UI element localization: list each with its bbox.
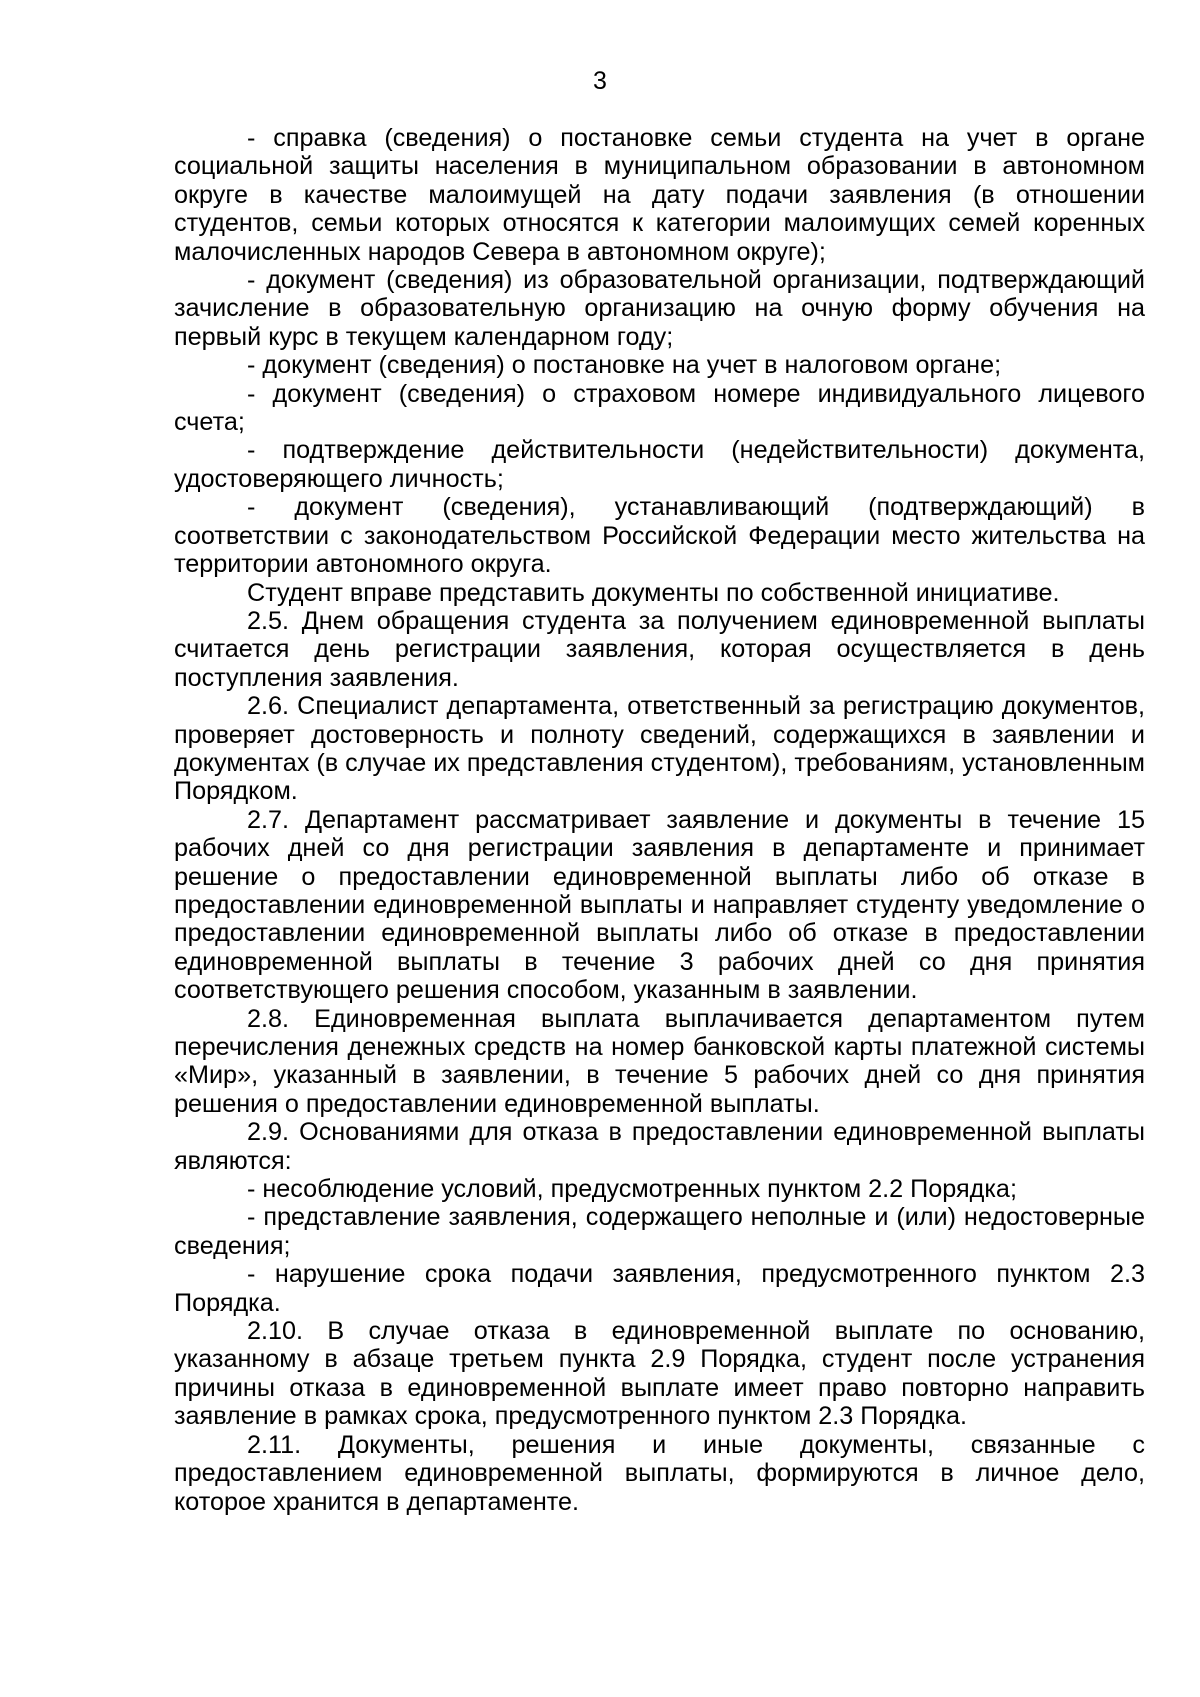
paragraph-2-9: 2.9. Основаниями для отказа в предоставлении единовременной выплаты являются: [174, 1118, 1145, 1175]
document-body [174, 124, 1145, 1516]
page-number: 3 [593, 67, 607, 95]
paragraph-refusal-3: - нарушение срока подачи заявления, предусмотренного пунктом 2.3 Порядка. [174, 1260, 1145, 1317]
paragraph-2-7: 2.7. Департамент рассматривает заявление и документы в течение 15 рабочих дней со дня регистрации заявления в департаменте и принимает решение о предоставлении единовременной выплаты либо об отказе в предоставлении единовременной выплаты и направляет студенту уведомление о предоставлении единовременной выплаты либо об отказе в предоставлении единовременной выплаты в течение 3 рабочих дней со дня принятия соответствующего решения способом, указанным в заявлении. [174, 805, 1145, 1005]
paragraph-initiative: Студент вправе представить документы по собственной инициативе. [247, 578, 1060, 607]
paragraph-2-11: 2.11. Документы, решения и иные документы, связанные с предоставлением единовременной выплаты, формируются в личное дело, которое хранится в департаменте. [174, 1430, 1145, 1516]
paragraph-refusal-2: - представление заявления, содержащего неполные и (или) недостоверные сведения; [174, 1203, 1145, 1260]
paragraph-item-list-2: - документ (сведения) из образовательной организации, подтверждающий зачисление в образовательную организацию на очную форму обучения на первый курс в текущем календарном году; [174, 266, 1145, 351]
paragraph-2-5: 2.5. Днем обращения студента за получением единовременной выплаты считается день регистрации заявления, которая осуществляется в день поступления заявления. [174, 606, 1145, 692]
paragraph-2-10: 2.10. В случае отказа в единовременной выплате по основанию, указанному в абзаце третьем пункта 2.9 Порядка, студент после устранения причины отказа в единовременной выплате имеет право повторно направить заявление в рамках срока, предусмотренного пунктом 2.3 Порядка. [174, 1317, 1145, 1431]
paragraph-2-8: 2.8. Единовременная выплата выплачивается департаментом путем перечисления денежных средств на номер банковской карты платежной системы «Мир», указанный в заявлении, в течение 5 рабочих дней со дня принятия решения о предоставлении единовременной выплаты. [174, 1004, 1145, 1118]
paragraph-2-6: 2.6. Специалист департамента, ответственный за регистрацию документов, проверяет достоверность и полноту сведений, содержащихся в заявлении и документах (в случае их представления студентом), требованиям, установленным Порядком. [174, 692, 1145, 806]
paragraph-item-list-3: - документ (сведения) о постановке на учет в налоговом органе; [247, 351, 1002, 380]
paragraph-item-list-4: - документ (сведения) о страховом номере индивидуального лицевого счета; [174, 379, 1145, 437]
paragraph-item-list-5: - подтверждение действительности (недействительности) документа, удостоверяющего личность; [174, 436, 1145, 493]
paragraph-item-list-1: - справка (сведения) о постановке семьи студента на учет в органе социальной защиты населения в муниципальном образовании в автономном округе в качестве малоимущей на дату подачи заявления (в отношении студентов, семьи которых относятся к категории малоимущих семей коренных малочисленных народов Севера в автономном округе); [174, 124, 1145, 266]
paragraph-refusal-1: - несоблюдение условий, предусмотренных пунктом 2.2 Порядка; [247, 1175, 1017, 1204]
paragraph-item-list-6: - документ (сведения), устанавливающий (подтверждающий) в соответствии с законодательством Российской Федерации место жительства на территории автономного округа. [174, 493, 1145, 579]
